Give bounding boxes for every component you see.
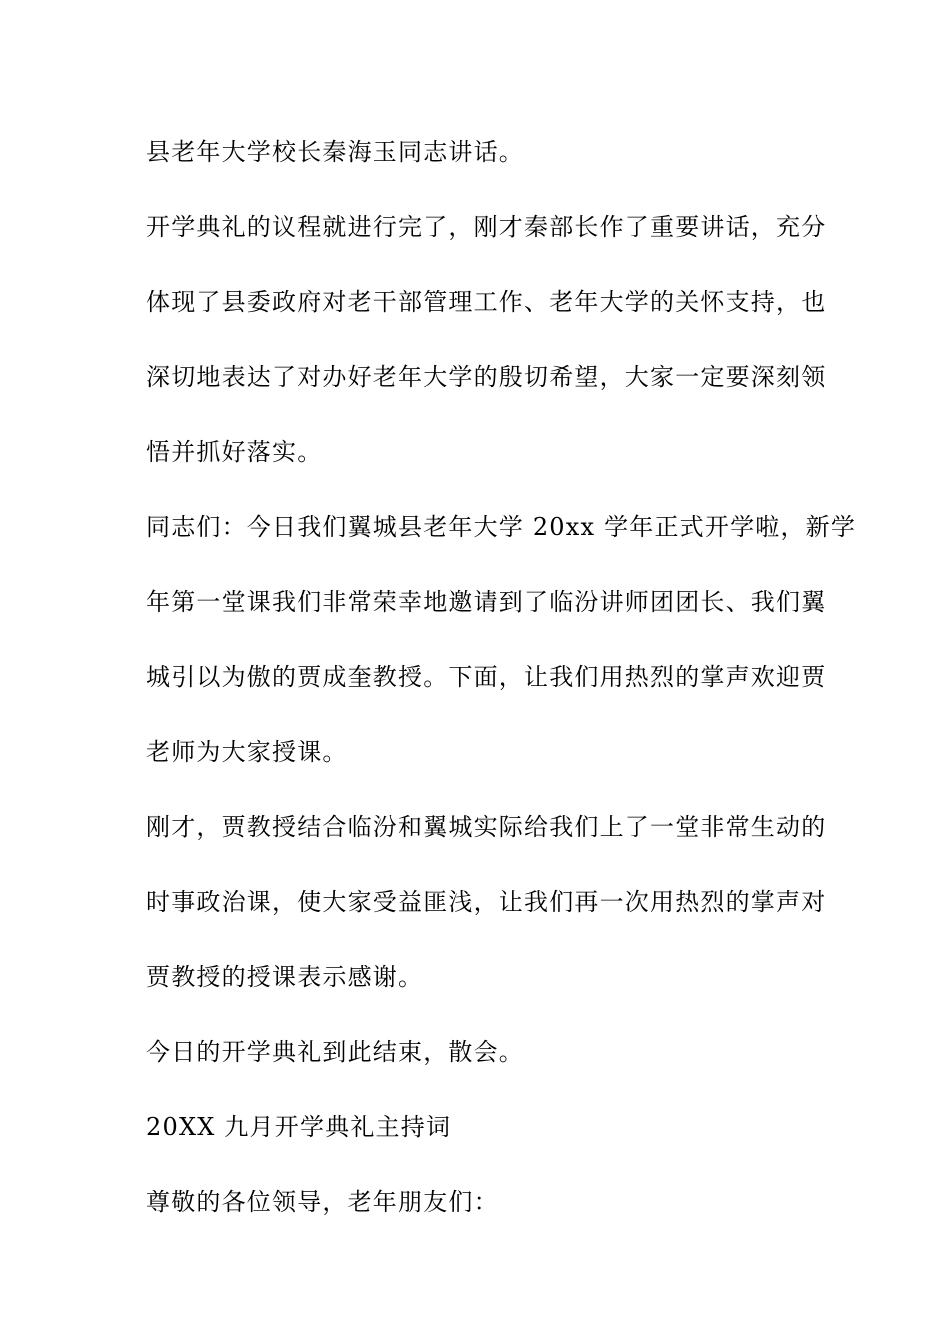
text-line-13: 今日的开学典礼到此结束，散会。 [146, 1038, 524, 1066]
text-line-5: 悟并抓好落实。 [146, 438, 323, 466]
text-line-11: 时事政治课，使大家受益匪浅，让我们再一次用热烈的掌声对 [146, 888, 827, 916]
text-line-12: 贾教授的授课表示感谢。 [146, 963, 424, 991]
text-line-8: 城引以为傲的贾成奎教授。下面，让我们用热烈的掌声欢迎贾 [146, 663, 827, 691]
text-line-4: 深切地表达了对办好老年大学的殷切希望，大家一定要深刻领 [146, 363, 827, 391]
text-line-6: 同志们：今日我们翼城县老年大学 20xx 学年正式开学啦，新学 [146, 513, 857, 541]
text-line-10: 刚才，贾教授结合临汾和翼城实际给我们上了一堂非常生动的 [146, 813, 827, 841]
text-line-1: 县老年大学校长秦海玉同志讲话。 [146, 138, 524, 166]
section-heading: 20XX 九月开学典礼主持词 [146, 1113, 452, 1141]
salutation-line: 尊敬的各位领导，老年朋友们： [146, 1188, 499, 1216]
text-line-2: 开学典礼的议程就进行完了，刚才秦部长作了重要讲话，充分 [146, 213, 827, 241]
text-line-9: 老师为大家授课。 [146, 738, 348, 766]
text-line-7: 年第一堂课我们非常荣幸地邀请到了临汾讲师团团长、我们翼 [146, 588, 827, 616]
text-line-3: 体现了县委政府对老干部管理工作、老年大学的关怀支持，也 [146, 288, 827, 316]
